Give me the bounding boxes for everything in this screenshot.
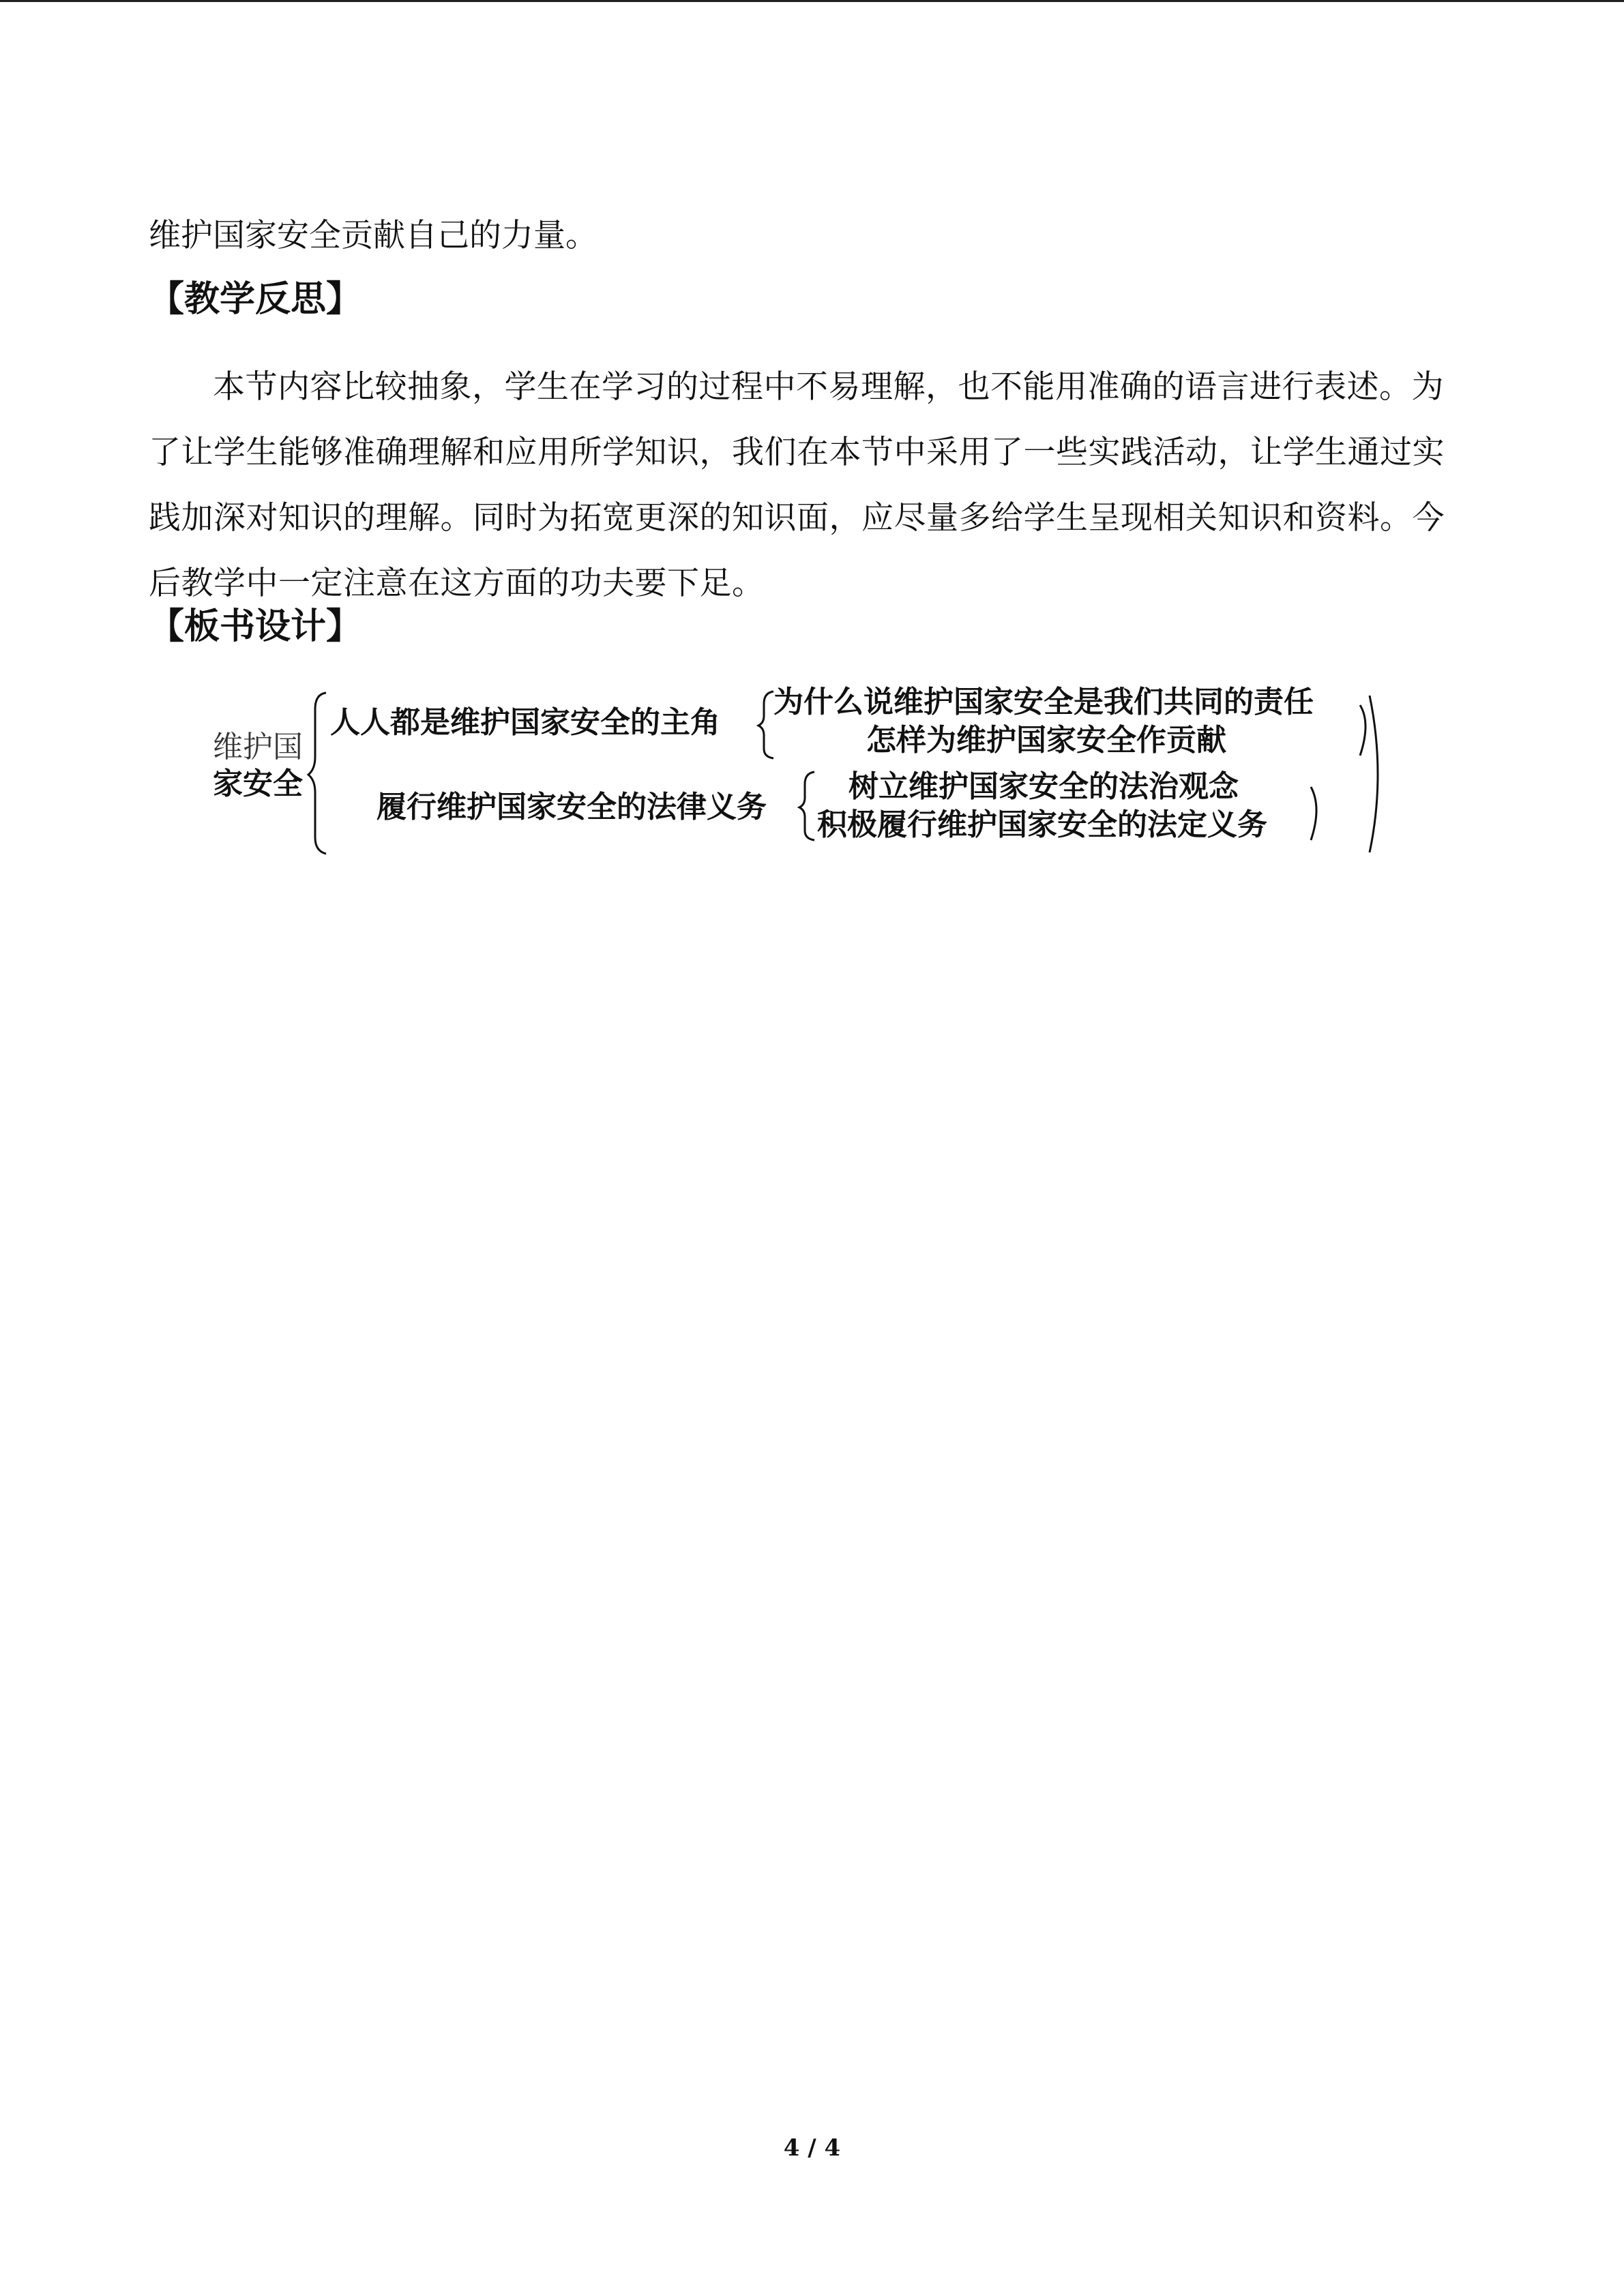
branch2-item-2: 积极履行维护国家安全的法定义务 [817, 807, 1267, 842]
root-close [1370, 696, 1378, 852]
branch2-item-1: 树立维护国家安全的法治观念 [848, 769, 1239, 804]
continuation-text: 维护国家安全贡献自己的力量。 [149, 217, 597, 254]
root-line-2: 家安全 [213, 766, 303, 801]
branch2-brace [799, 772, 814, 840]
branch2-label: 履行维护国家安全的法律义务 [377, 790, 767, 824]
board-design-heading: 【板书设计】 [149, 606, 362, 647]
branch1-close [1360, 705, 1365, 756]
root-line-1: 维护国 [213, 730, 303, 764]
root-brace [308, 693, 326, 854]
branch1-label: 人人都是维护国家安全的主角 [330, 705, 720, 740]
reflection-heading: 【教学反思】 [149, 279, 362, 320]
page-number: 4 / 4 [783, 2134, 841, 2162]
branch1-item-1: 为什么说维护国家安全是我们共同的责任 [773, 685, 1314, 719]
branch2-close [1311, 787, 1316, 840]
branch1-brace [758, 691, 773, 758]
branch1-item-2: 怎样为维护国家安全作贡献 [866, 723, 1226, 758]
reflection-paragraph: 本节内容比较抽象，学生在学习的过程中不易理解，也不能用准确的语言进行表述。为了让学生能够准确理解和应用所学知识，我们在本节中采用了一些实践活动，让学生通过实践加深对知识的理解。同时为拓宽更深的知识面，应尽量多给学生呈现相关知识和资料。今后教学中一定注意在这方面的功夫要下足。 [149, 368, 1445, 602]
